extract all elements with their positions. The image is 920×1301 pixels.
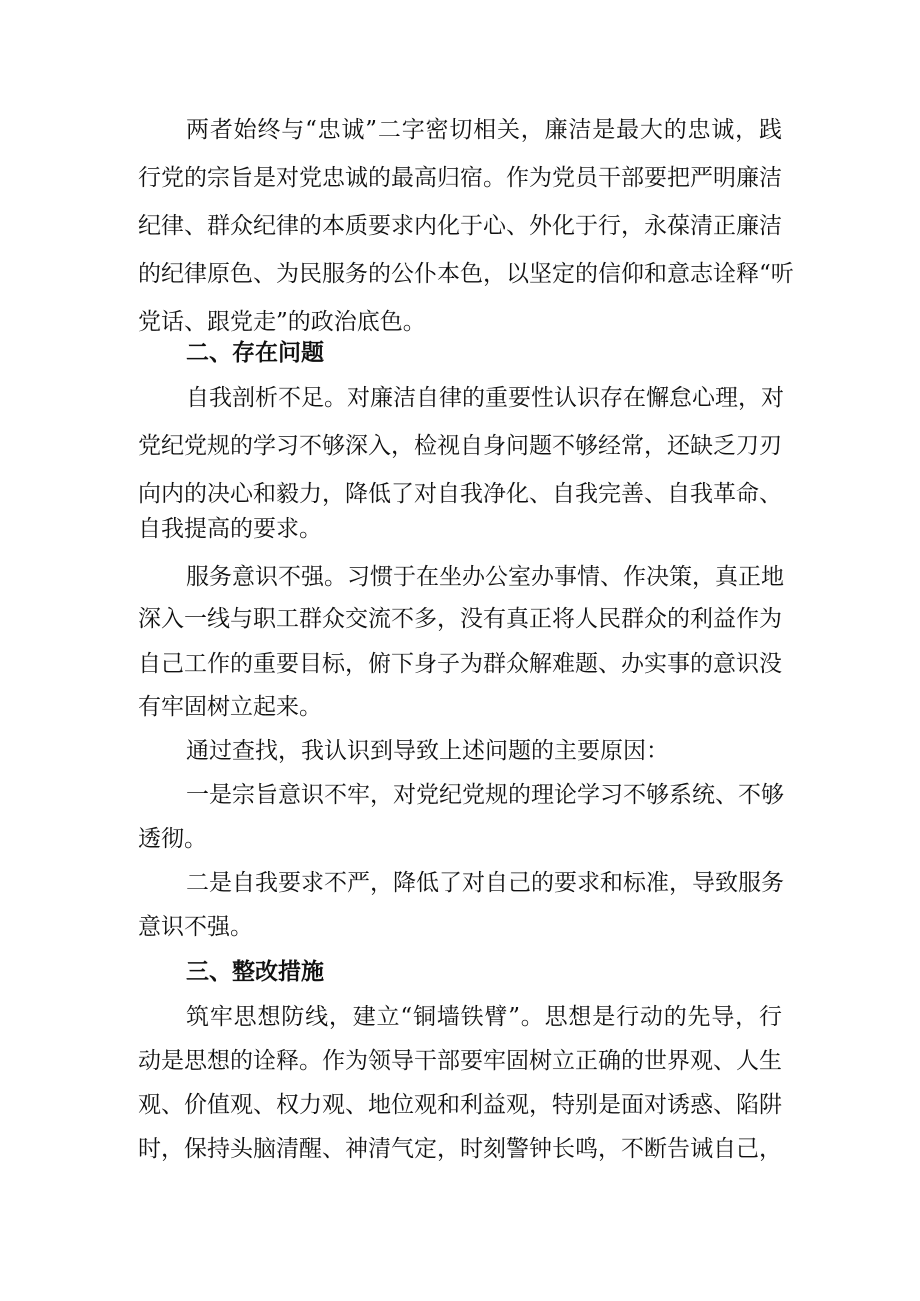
text-line: 纪律、群众纪律的本质要求内化于心、外化于行，永葆清正廉洁 bbox=[138, 213, 782, 239]
text-line: 行党的宗旨是对党忠诚的最高归宿。作为党员干部要把严明廉洁 bbox=[138, 165, 782, 191]
text-line: 观、价值观、权力观、地位观和利益观，特别是面对诱惑、陷阱 bbox=[138, 1092, 782, 1118]
text-line: 深入一线与职工群众交流不多，没有真正将人民群众的利益作为 bbox=[138, 606, 782, 632]
text-line: 党话、跟党走”的政治底色。 bbox=[138, 309, 426, 335]
text-line: 自己工作的重要目标，俯下身子为群众解难题、办实事的意识没 bbox=[138, 651, 782, 677]
text-line: 自我提高的要求。 bbox=[138, 516, 322, 542]
section-heading: 三、整改措施 bbox=[186, 959, 324, 985]
text-line: 两者始终与“忠诚”二字密切相关，廉洁是最大的忠诚，践 bbox=[186, 117, 782, 143]
text-line: 动是思想的诠释。作为领导干部要牢固树立正确的世界观、人生 bbox=[138, 1048, 782, 1074]
text-line: 服务意识不强。习惯于在坐办公室办事情、作决策，真正地 bbox=[186, 564, 784, 590]
text-line: 向内的决心和毅力，降低了对自我净化、自我完善、自我革命、 bbox=[138, 481, 782, 507]
text-line: 一是宗旨意识不牢，对党纪党规的理论学习不够系统、不够 bbox=[186, 782, 784, 808]
text-line: 的纪律原色、为民服务的公仆本色，以坚定的信仰和意志诠释“听 bbox=[138, 261, 794, 287]
section-heading: 二、存在问题 bbox=[186, 340, 324, 366]
text-line: 筑牢思想防线，建立“铜墙铁臂”。思想是行动的先导，行 bbox=[186, 1004, 782, 1030]
text-line: 有牢固树立起来。 bbox=[138, 694, 322, 720]
text-line: 党纪党规的学习不够深入，检视自身问题不够经常，还缺乏刀刃 bbox=[138, 433, 782, 459]
text-line: 通过查找，我认识到导致上述问题的主要原因： bbox=[186, 738, 669, 764]
text-line: 时，保持头脑清醒、神清气定，时刻警钟长鸣，不断告诫自己， bbox=[138, 1136, 782, 1162]
text-line: 意识不强。 bbox=[138, 914, 253, 940]
text-line: 二是自我要求不严，降低了对自己的要求和标准，导致服务 bbox=[186, 870, 784, 896]
text-line: 透彻。 bbox=[138, 826, 207, 852]
text-line: 自我剖析不足。对廉洁自律的重要性认识存在懈怠心理，对 bbox=[186, 385, 784, 411]
